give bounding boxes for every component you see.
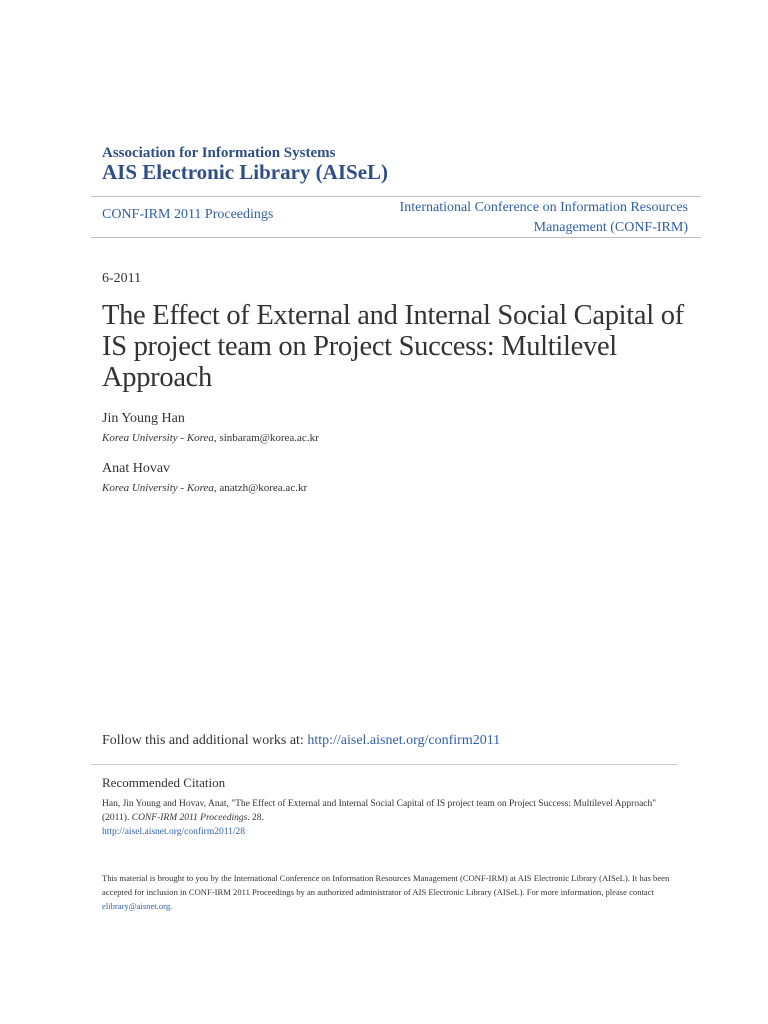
- association-name: Association for Information Systems: [102, 145, 336, 161]
- citation-proceedings: CONF-IRM 2011 Proceedings: [131, 813, 248, 823]
- notice-body: This material is brought to you by the International Conference on Information Resources Management (CONF-IRM) at AIS Electronic Library (AISeL). It has been accepted for inclusion in CONF-IRM 2011 Proceedings by an authorized administrator of AIS Electronic Library (AISeL). For more information, please contact: [102, 873, 670, 897]
- citation-main: Han, Jin Young and Hovav, Anat, "The Effect of External and Internal Social Capital of IS project team on Project Success: Multilevel Approach" (2011).: [102, 799, 657, 823]
- series-link[interactable]: CONF-IRM 2011 Proceedings: [102, 207, 274, 222]
- citation-divider: [91, 764, 678, 765]
- citation-heading: Recommended Citation: [102, 775, 226, 790]
- paper-title: The Effect of External and Internal Social Capital of IS project team on Project Success: Multilevel Approach: [102, 300, 684, 393]
- notice-text: [102, 871, 672, 913]
- affiliation-org: Korea University - Korea: [102, 432, 214, 444]
- follow-label: Follow this and additional works at:: [102, 733, 308, 748]
- contact-email-link[interactable]: elibrary@aisnet.org: [102, 901, 171, 911]
- author-affiliation: [102, 482, 307, 494]
- bottom-divider: [91, 237, 701, 238]
- citation-number: . 28.: [247, 813, 264, 823]
- follow-line: [102, 733, 500, 749]
- author-affiliation: [102, 432, 319, 444]
- affiliation-org: Korea University - Korea: [102, 482, 214, 494]
- notice-end: .: [170, 901, 173, 911]
- author-name: Anat Hovav: [102, 461, 171, 476]
- follow-link[interactable]: http://aisel.aisnet.org/confirm2011: [307, 733, 501, 748]
- library-name[interactable]: AIS Electronic Library (AISeL): [102, 160, 389, 184]
- affiliation-email: , anatzh@korea.ac.kr: [213, 482, 308, 494]
- conference-link[interactable]: International Conference on Information Resources Management (CONF-IRM): [399, 200, 688, 235]
- citation-text: [102, 797, 662, 839]
- top-divider: [91, 196, 701, 197]
- affiliation-email: , sinbaram@korea.ac.kr: [213, 432, 319, 444]
- citation-link[interactable]: http://aisel.aisnet.org/confirm2011/28: [102, 827, 246, 837]
- publication-date: 6-2011: [102, 271, 142, 286]
- author-name: Jin Young Han: [102, 411, 185, 426]
